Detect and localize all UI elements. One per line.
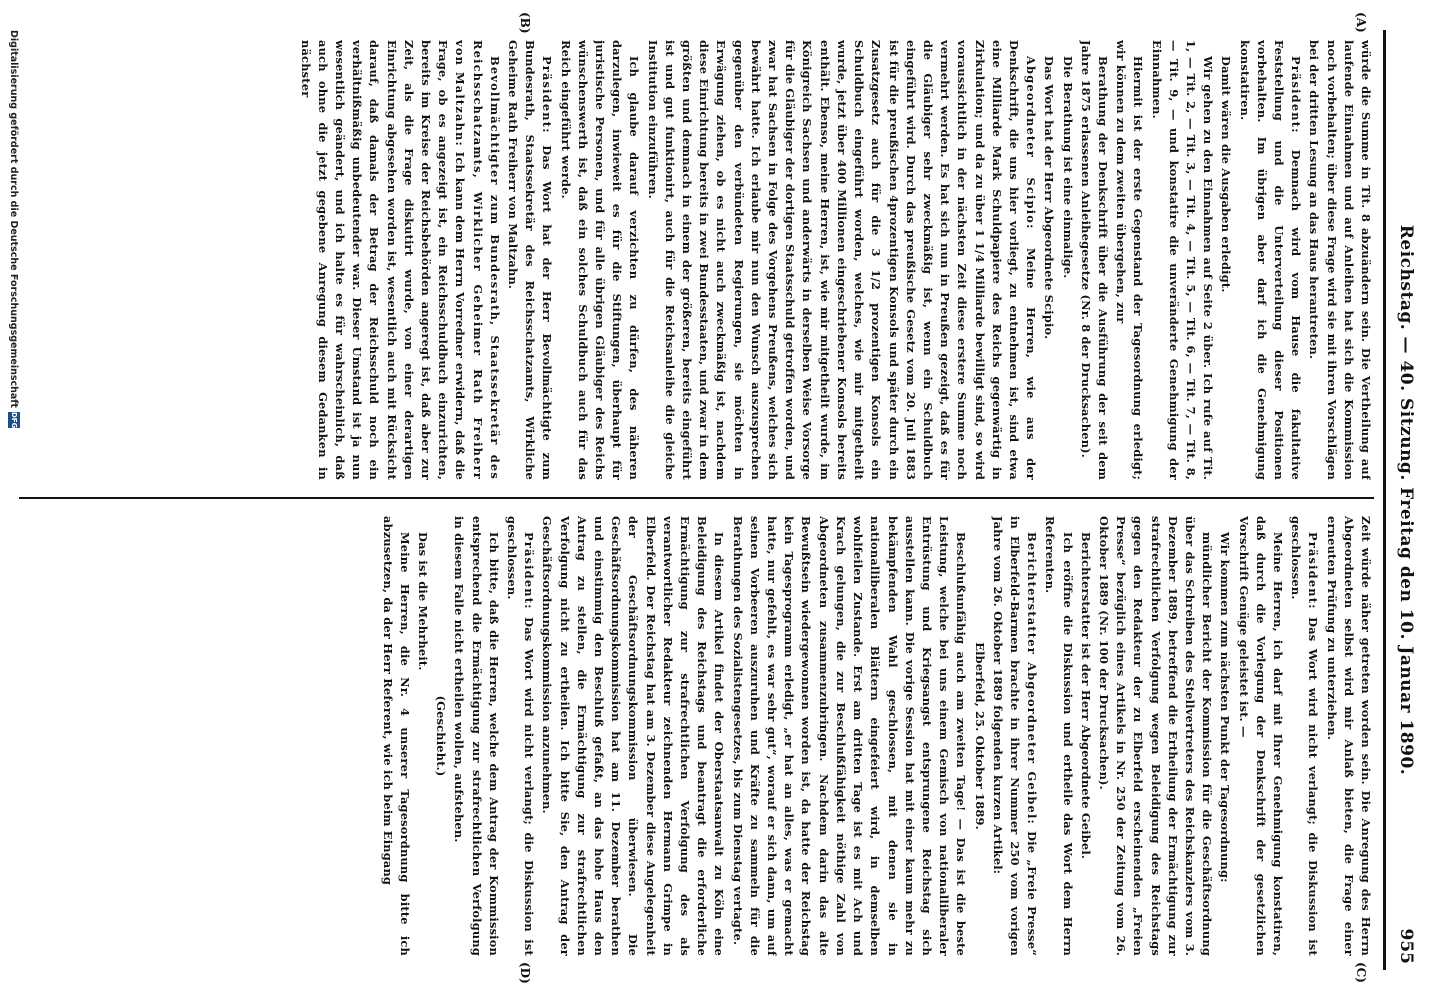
speech-paragraph — [1235, 40, 1304, 480]
body-paragraph: würde die Summe in Tit. 8 abzuändern sein. Die Vertheilung auf laufende Einnahmen und auf Anleihen hat sich die Kommission noch vorbehalten; über diese Frage wird sie mit ihren Vorschlägen bei der dritten Lesung an das Haus herantreten. — [1307, 40, 1373, 480]
speaker-name: Präsident: — [1306, 532, 1321, 610]
body-paragraph: Meine Herren, ich darf mit Ihrer Genehmigung konstatiren, daß durch die Vorlegung der Denkschrift der gesetzlichen Vorschrift Genüge geleistet ist. — — [1236, 516, 1285, 956]
body-paragraph: Die Berathung ist eine einmalige. — [1060, 56, 1075, 279]
speaker-name: Präsident: — [540, 56, 555, 134]
speaker-name: Bevollmächtigter zum Bundesrath, Staatssekretär des Reichsschatzamts, Wirklicher Geheimer Rath Freiherr von Maltzahn: — [453, 40, 502, 480]
body-paragraph: Beschlußunfähig auch am zweiten Tage! — Das ist die beste Leistung, welche bei uns einem Gemisch von nationalliberaler Entrüstung und Kriegsangst entsprungene Reichstag sich ausstellen kann. Die vorige Session hat mit einer kaum mehr zu bekämpfenden Wahl geschlossen, mit denen sie in nationalliberalen Blättern eingefeiert wird, in demselben wohlfeilen Zustande. Erst am dritten Tage ist es mit Ach und Krach gelungen, die zur Beschlußfähigkeit nöthige Zahl von Abgeordneten zusammenzubringen. Nachdem darin das alte Bewußtsein wiedergewonnen worden ist, da hatte der Reichstag kein Tagesprogramm erledigt, „er hat an alles, was er gemacht hatte, nur gefehlt, es war sehr gut“, worauf er sich dann, um auf seinen Vorbeeren auszuruhen und Kräfte zu sammeln für die Berathungen des Sozialistengesetzes, bis zum Dienstag vertagte. — [730, 516, 969, 956]
page-number: 955 — [1396, 928, 1416, 964]
speech-paragraph — [296, 40, 502, 480]
body-paragraph: Zeit würde näher getreten worden sein. Die Anregung des Herrn Abgeordneten selbst wird mir Anlaß bieten, die Frage einer erneuten Prüfung zu unterziehen. — [1324, 516, 1373, 956]
margin-marker-a: (A) — [1354, 12, 1368, 33]
speech-paragraph — [503, 516, 537, 956]
page-footer — [8, 30, 20, 428]
margin-marker-c: (C) — [1354, 962, 1368, 983]
body-paragraph: Hiermit ist der erste Gegenstand der Tagesordnung erledigt; wir können zu dem zweiten übergehen, zur — [1114, 40, 1146, 480]
agenda-heading: mündlicher Bericht der Kommission für die Geschäftsordnung über das Schreiben des Stellvertreters des Reichskanzlers vom 3. Dezember 1889, betreffend die Ertheilung der Ermächtigung zur strafrechtlichen Verfolgung wegen Beleidigung des Reichstags gegen den Redakteur der zu Elberfeld erscheinenden „Freien Presse“ bezüglich eines Artikels in Nr. 250 der Zeitung vom 26. Oktober 1889 (Nr. 100 der Drucksachen). — [1096, 516, 1215, 956]
speech-text: Meine Herren, wie aus der Denkschrift, die uns hier vorliegt, zu entnehmen ist, sind etwa eine Milliarde Mark Schuldpapiere des Reichs gegenwärtig in Zirkulation; und da zu über 1 1/4 Milliarde bewilligt sind, so wird voraussichtlich in der nächsten Zeit diese erstere Summe noch vermehrt werden. Es hat sich nun in Preußen gezeigt, daß es für die Gläubiger sehr zweckmäßig ist, wenn ein Schuldbuch eingeführt wird. Durch das preußische Gesetz vom 20. Juli 1883 ist für die preußischen 4prozentigen Konsols und später durch ein Zusatzgesetz auch für die 3 1/2 prozentigen Konsols ein Schuldbuch eingeführt worden, welches, wie mir mitgetheilt wurde, jetzt über 400 Millionen eingeschriebener Konsols bereits enthält. Ebenso, meine Herren, ist, wie mir mitgetheilt wurde, im Königreich Sachsen und anderwärts in derselben Weise Vorsorge für die Gläubiger der dortigen Staatsschuld getroffen worden, und zwar hat Sachsen in Folge des Vorgehens Preußens, welches sich bewährt hatte. Ich erlaube mir nun den Wunsch auszusprechen gegenüber den verbündeten Regierungen, sie möchten in Erwägung ziehen, ob es nicht auch zweckmäßig ist, nachdem diese Einrichtung bereits in zwei Bundesstaaten, und zwar in dem größten und demnach in einem der größeren, bereits eingeführt ist und gut funktionirt, auch für die Reichsanleihe die gleiche Institution einzuführen. — [645, 40, 1039, 480]
right-column — [14, 516, 1374, 956]
speech-paragraph — [989, 516, 1041, 956]
body-paragraph: In diesem Artikel findet der Oberstaatsanwalt zu Köln eine Beleidigung des Reichstags und beantragt die erforderliche Ermächtigung zur strafrechtlichen Verfolgung des als verantwortlicher Redakteur zeichnenden Hermann Grimpe in Elberfeld. Der Reichstag hat am 3. Dezember diese Angelegenheit der Geschäftsordnungskommission überwiesen. Die Geschäftsordnungskommission hat am 11. Dezember berathen und einstimmig den Beschluß gefaßt, an das hohe Haus den Antrag zu stellen, die Ermächtigung zur strafrechtlichen Verfolgung nicht zu ertheilen. Ich bitte Sie, den Antrag der Geschäftsordnungskommission anzunehmen. — [540, 516, 727, 956]
body-paragraph: Damit wären die Ausgaben erledigt. — [1219, 56, 1234, 293]
body-paragraph: Meine Herren, die Nr. 4 unserer Tagesordnung bitte ich abzusetzen, da der Herr Referent, wie ich beim Eingang — [380, 516, 412, 956]
speech-text: Demnach wird vom Hause die fakultative Feststellung und die Unterverteilung dieser Positionen vorbehalten. Im übrigen aber darf ich die Genehmigung konstatiren. — [1237, 40, 1304, 480]
body-paragraph: Ich glaube darauf verzichten zu dürfen, des näheren darzulegen, inwieweit es für die Stiftungen, überhaupt für juristische Personen, und für alle übrigen Gläubiger des Reichs wünschenswerth ist, daß ein solches Schuldbuch auch für das Reich eingeführt werde. — [558, 40, 642, 480]
speaker-name: Berichterstatter Abgeordneter Geibel: — [1025, 532, 1040, 825]
speaker-name: Abgeordneter Scipio: — [1024, 56, 1039, 230]
body-paragraph: Wir kommen zum nächsten Punkt der Tagesordnung: — [1218, 532, 1233, 883]
body-paragraph: Das ist die Mehrheit. — [416, 532, 431, 671]
agenda-heading: Berathung der Denkschrift über die Ausführung der seit dem Jahre 1875 erlassenen Anleihegesetze (Nr. 8 der Drucksachen). — [1078, 40, 1110, 480]
page-title: Reichstag. — 40. Sitzung. Freitag den 10. Januar 1890. — [1396, 224, 1416, 776]
speech-text: Das Wort wird nicht verlangt; die Diskussion ist geschlossen. — [1289, 516, 1321, 956]
speaker-name: Präsident: — [522, 532, 537, 610]
footer-credit: Digitalisierung gefördert durch die Deutsche Forschungsgemeinschaft — [8, 30, 20, 408]
left-column — [14, 40, 1374, 480]
speech-text: Das Wort wird nicht verlangt; die Diskussion ist geschlossen. — [505, 516, 537, 956]
body-paragraph: Ich bitte, daß die Herren, welche dem Antrag der Kommission entsprechend die Ermächtigung zur strafrechtlichen Verfolgung in diesem Falle nicht ertheilen wollen, aufstehen. — [452, 516, 501, 956]
stage-direction: (Geschieht.) — [434, 695, 449, 777]
column-divider — [19, 497, 1374, 499]
page-header — [1383, 30, 1420, 970]
body-paragraph: Berichterstatter ist der Herr Abgeordnete Geibel. — [1078, 532, 1093, 860]
margin-marker-b: (B) — [518, 12, 532, 34]
speech-paragraph — [504, 40, 556, 480]
body-paragraph: Das Wort hat der Herr Abgeordnete Scipio. — [1042, 56, 1057, 340]
speech-paragraph — [643, 40, 1039, 480]
speech-text: Die „Freie Presse“ in Elberfeld-Barmen brachte in ihrer Nummer 250 vom vorigen Jahre vom 26. Oktober 1889 folgenden kurzen Artikel: — [990, 516, 1040, 956]
dateline: Elberfeld, 25. Oktober 1889. — [972, 642, 987, 830]
speech-text: Ich kann dem Herrn Vorredner erwidern, daß die Frage, ob es angezeigt ist, ein Reichsschuldbuch einzurichten, bereits im Kreise der Reichsbehörden angeregt ist, daß aber zur Zeit, als die Frage diskutirt wurde, von einer derartigen Einrichtung abgesehen worden ist, wesentlich auch mit Rücksicht darauf, daß damals der Betrag der Reichsschuld noch ein verhältnißmäßig unbedeutender war. Dieser Umstand ist ja nun wesentlich geändert, und ich halte es für wahrscheinlich, daß auch ohne die jetzt gegebene Anregung diesem Gedanken in nächster — [298, 40, 468, 480]
body-paragraph: Wir gehen zu den Einnahmen auf Seite 2 über. Ich rufe auf Tit. 1, — Tit. 2, — Tit. 3, — Tit. 4, — Tit. 5, — Tit. 6, — Tit. 7, — Tit. 8, — Tit. 9, — und konstatire die unveränderte Genehmigung der Einnahmen. — [1149, 40, 1216, 480]
speech-paragraph — [1287, 516, 1321, 956]
body-paragraph: Ich eröffne die Diskussion und ertheile das Wort dem Herrn Referenten. — [1043, 516, 1075, 956]
margin-marker-d: (D) — [518, 962, 532, 984]
speaker-name: Präsident: — [1289, 56, 1304, 134]
dfg-logo-icon: DFG — [10, 411, 18, 429]
speech-text: Das Wort hat der Herr Bevollmächtigte zum Bundesrath, Staatssekretär des Reichsschatzamts, Wirkliche Geheime Rath Freiherr von Maltzahn. — [506, 40, 555, 480]
